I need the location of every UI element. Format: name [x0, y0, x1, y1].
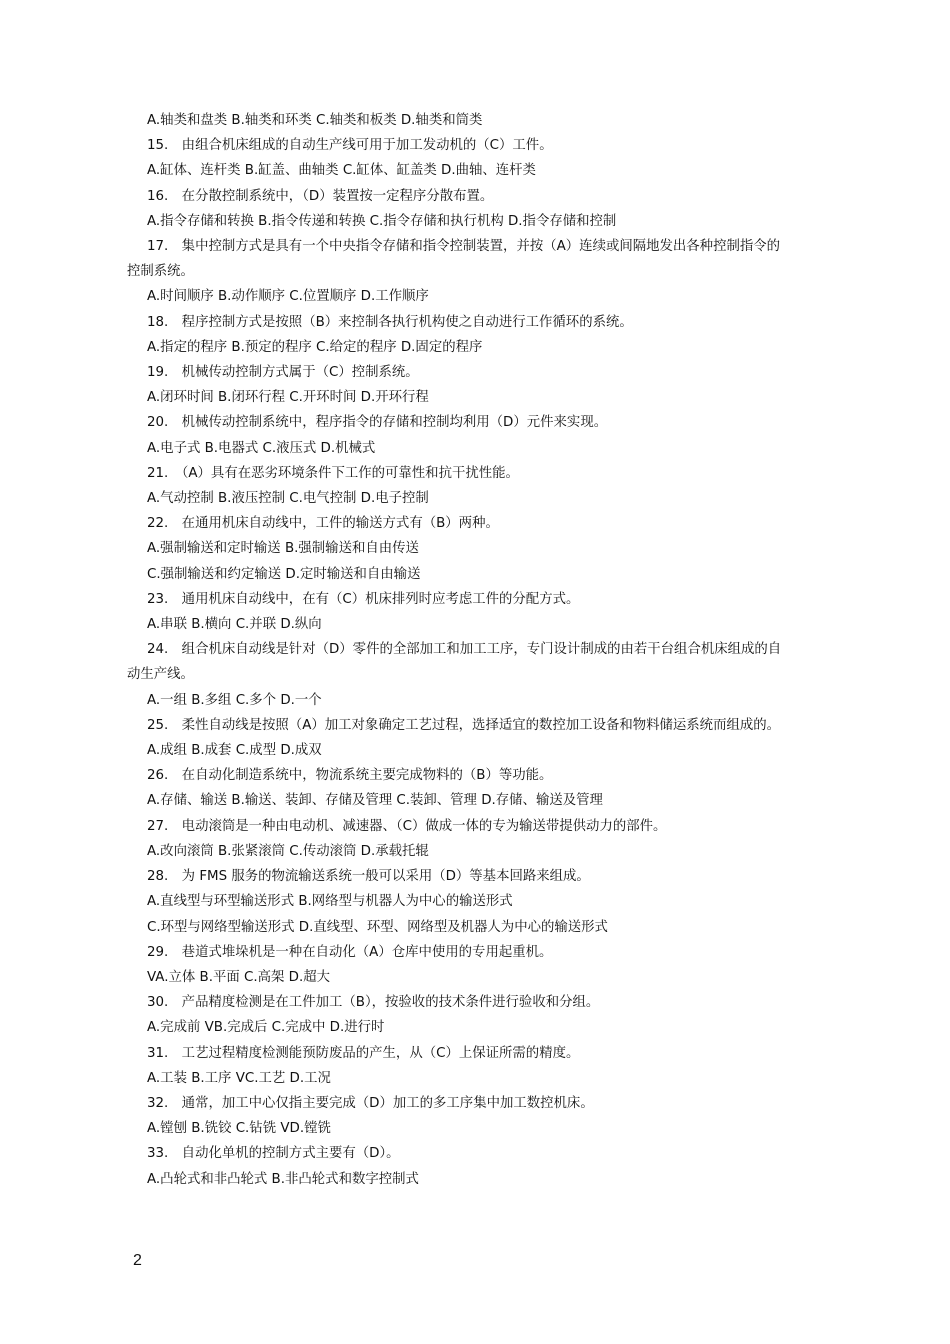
text-line: A.缸体、连杆类 B.缸盖、曲轴类 C.缸体、缸盖类 D.曲轴、连杆类: [147, 163, 536, 179]
text-line: A.指定的程序 B.预定的程序 C.给定的程序 D.固定的程序: [147, 339, 483, 355]
text-line: 26. 在自动化制造系统中，物流系统主要完成物料的（B）等功能。: [147, 768, 553, 784]
text-line: 24. 组合机床自动线是针对（D）零件的全部加工和加工工序，专门设计制成的由若干台组合机床组成的自: [147, 642, 782, 658]
text-line: A.电子式 B.电器式 C.液压式 D.机械式: [147, 440, 376, 456]
text-line: 19. 机械传动控制方式属于（C）控制系统。: [147, 365, 419, 381]
text-line-continuation: 动生产线。: [127, 667, 194, 683]
question-list: [127, 108, 852, 1192]
text-line: 30. 产品精度检测是在工件加工（B），按验收的技术条件进行验收和分组。: [147, 995, 600, 1011]
text-line-continuation: 控制系统。: [127, 264, 194, 280]
text-line: A.存储、输送 B.输送、装卸、存储及管理 C.装卸、管理 D.存储、输送及管理: [147, 793, 603, 809]
text-line: 23. 通用机床自动线中，在有（C）机床排列时应考虑工件的分配方式。: [147, 591, 580, 607]
text-line: A.闭环时间 B.闭环行程 C.开环时间 D.开环行程: [147, 390, 429, 406]
text-line: 31. 工艺过程精度检测能预防废品的产生，从（C）上保证所需的精度。: [147, 1045, 580, 1061]
text-line: A.直线型与环型输送形式 B.网络型与机器人为中心的输送形式: [147, 894, 513, 910]
text-line: A.气动控制 B.液压控制 C.电气控制 D.电子控制: [147, 491, 429, 507]
text-line: A.改向滚筒 B.张紧滚筒 C.传动滚筒 D.承载托辊: [147, 843, 429, 859]
text-line: 33. 自动化单机的控制方式主要有（D）。: [147, 1146, 400, 1162]
text-line: 22. 在通用机床自动线中，工件的输送方式有（B）两种。: [147, 516, 499, 532]
text-line: 28. 为 FMS 服务的物流输送系统一般可以采用（D）等基本回路来组成。: [147, 869, 590, 885]
text-line: A.凸轮式和非凸轮式 B.非凸轮式和数字控制式: [147, 1171, 419, 1187]
text-line: 16. 在分散控制系统中，（D）装置按一定程序分散布置。: [147, 188, 494, 204]
text-line: 20. 机械传动控制系统中，程序指令的存储和控制均利用（D）元件来实现。: [147, 415, 608, 431]
text-line: A.串联 B.横向 C.并联 D.纵向: [147, 617, 322, 633]
text-line: 17. 集中控制方式是具有一个中央指令存储和指令控制装置，并按（A）连续或间隔地发出各种控制指令的: [147, 239, 781, 255]
text-line: A.强制输送和定时输送 B.强制输送和自由传送: [147, 541, 419, 557]
text-line: 15. 由组合机床组成的自动生产线可用于加工发动机的（C）工件。: [147, 138, 553, 154]
text-line: A.一组 B.多组 C.多个 D.一个: [147, 692, 322, 708]
text-line: A.指令存储和转换 B.指令传递和转换 C.指令存储和执行机构 D.指令存储和控制: [147, 213, 617, 229]
text-line: 18. 程序控制方式是按照（B）来控制各执行机构使之自动进行工作循环的系统。: [147, 314, 633, 330]
text-line: A.镗刨 B.铣铰 C.钻铣 VD.镗铣: [147, 1121, 331, 1137]
text-line: 21. （A）具有在恶劣环境条件下工作的可靠性和抗干扰性能。: [147, 465, 519, 481]
text-line: 29. 巷道式堆垛机是一种在自动化（A）仓库中使用的专用起重机。: [147, 944, 553, 960]
text-line: 25. 柔性自动线是按照（A）加工对象确定工艺过程，选择适宜的数控加工设备和物料储运系统而组成的。: [147, 717, 781, 733]
text-line: C.强制输送和约定输送 D.定时输送和自由输送: [147, 566, 421, 582]
page-number: 2: [133, 1252, 142, 1269]
text-line: A.工装 B.工序 VC.工艺 D.工况: [147, 1070, 331, 1086]
text-line: C.环型与网络型输送形式 D.直线型、环型、网络型及机器人为中心的输送形式: [147, 919, 608, 935]
text-line: 27. 电动滚筒是一种由电动机、减速器、（C）做成一体的专为输送带提供动力的部件。: [147, 818, 667, 834]
text-line: A.成组 B.成套 C.成型 D.成双: [147, 743, 322, 759]
text-line: 32. 通常，加工中心仅指主要完成（D）加工的多工序集中加工数控机床。: [147, 1095, 594, 1111]
text-line: A.时间顺序 B.动作顺序 C.位置顺序 D.工作顺序: [147, 289, 429, 305]
text-line: A.完成前 VB.完成后 C.完成中 D.进行时: [147, 1020, 385, 1036]
text-line: A.轴类和盘类 B.轴类和环类 C.轴类和板类 D.轴类和筒类: [147, 113, 483, 128]
text-line: VA.立体 B.平面 C.高架 D.超大: [147, 969, 330, 985]
